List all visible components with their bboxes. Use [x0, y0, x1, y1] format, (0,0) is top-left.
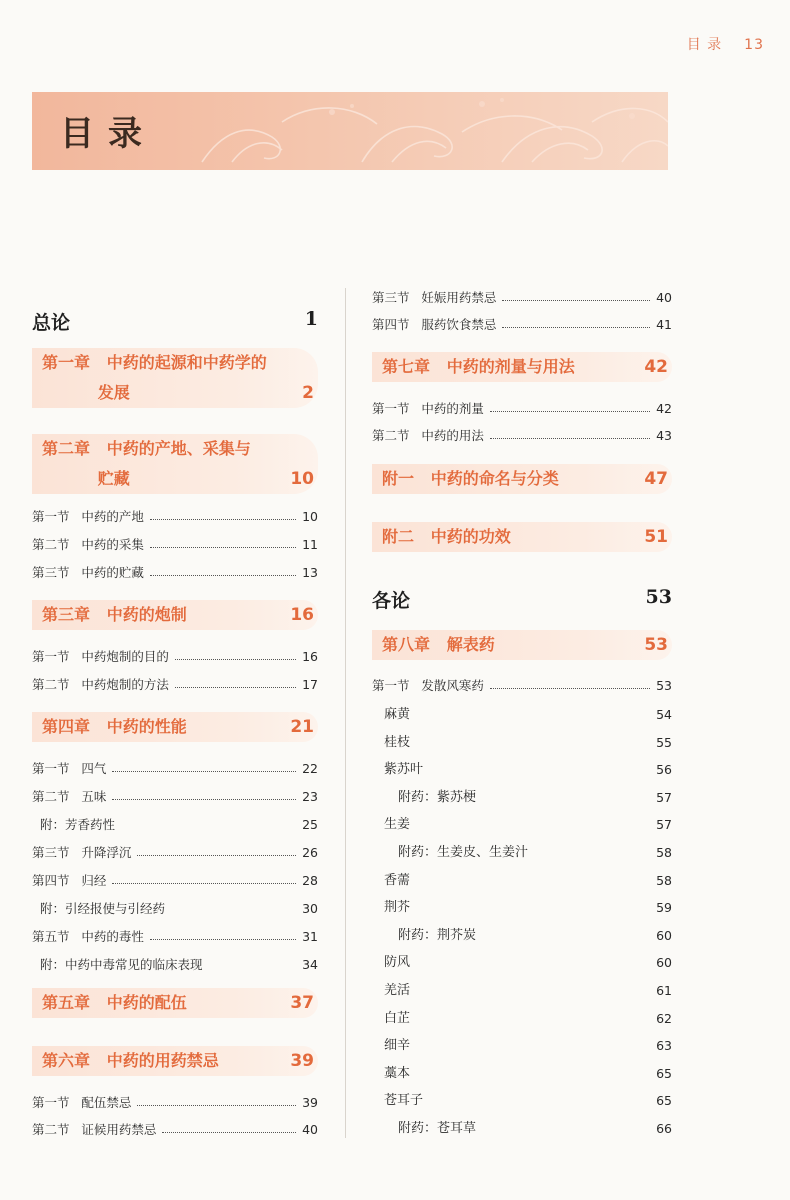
leader-dots [490, 411, 650, 412]
appendix-label: 附：芳香药性 [32, 817, 115, 832]
chapter-page: 37 [290, 993, 314, 1013]
herb-page: 54 [656, 707, 672, 722]
running-header [687, 34, 764, 54]
chapter-page: 47 [644, 469, 668, 489]
herb-label: 附药：苍耳草 [398, 1121, 477, 1136]
leader-dots [162, 1132, 296, 1133]
herb-entry[interactable] [372, 759, 672, 781]
leader-dots [112, 883, 296, 884]
section-entry[interactable] [32, 674, 318, 696]
appendix-label: 附：中药中毒常见的临床表现 [32, 957, 203, 972]
herb-label: 麻黄 [384, 707, 411, 722]
section-entry[interactable] [32, 506, 318, 528]
appendix-label: 附：引经报使与引经药 [32, 901, 165, 916]
chapter-4[interactable] [32, 712, 318, 742]
section-page: 26 [302, 845, 318, 860]
section-page: 22 [302, 761, 318, 776]
herb-page: 57 [656, 789, 672, 805]
section-entry[interactable] [372, 314, 672, 336]
section-page: 40 [302, 1122, 318, 1137]
appendix-entry[interactable] [32, 954, 318, 976]
leader-dots [137, 1105, 296, 1106]
column-divider [345, 288, 346, 1138]
chapter-page: 39 [290, 1051, 314, 1071]
section-label: 第四节 服药饮食禁忌 [372, 317, 497, 332]
section-page: 41 [656, 317, 672, 332]
section-entry[interactable] [32, 1092, 318, 1114]
chapter-page: 42 [644, 357, 668, 377]
chapter-8[interactable] [372, 630, 672, 660]
part-page: 53 [645, 586, 672, 608]
part-page: 1 [304, 308, 318, 330]
herb-page: 60 [656, 955, 672, 971]
herb-entry[interactable] [372, 1090, 672, 1112]
section-page: 42 [656, 401, 672, 416]
chapter-label: 第五章 中药的配伍 [42, 993, 187, 1012]
leader-dots [112, 799, 296, 800]
herb-label: 桂枝 [384, 734, 411, 750]
section-label: 第一节 中药的产地 [32, 509, 144, 524]
section-page: 28 [302, 873, 318, 888]
section-label: 第一节 四气 [32, 761, 107, 776]
leader-dots [137, 855, 296, 856]
section-page: 53 [656, 678, 672, 693]
appendix-page: 25 [302, 817, 318, 832]
appendix-entry[interactable] [32, 898, 318, 920]
section-entry[interactable] [372, 398, 672, 420]
chapter-label: 第四章 中药的性能 [42, 717, 187, 736]
appendix-page: 34 [302, 957, 318, 972]
section-label: 第二节 五味 [32, 789, 107, 804]
section-entry[interactable] [372, 675, 672, 697]
appendix-1[interactable] [372, 464, 672, 494]
herb-page: 59 [656, 900, 672, 916]
leader-dots [502, 300, 650, 301]
leader-dots [150, 575, 296, 576]
chapter-page: 2 [302, 383, 314, 403]
chapter-page: 10 [290, 469, 314, 489]
section-page: 23 [302, 789, 318, 804]
herb-page: 66 [656, 1121, 672, 1136]
chapter-label: 附二 中药的功效 [382, 527, 511, 546]
chapter-page: 53 [644, 635, 668, 655]
herb-page: 58 [656, 872, 672, 888]
appendix-herb-entry[interactable] [372, 787, 672, 809]
herb-page: 63 [656, 1038, 672, 1054]
section-page: 40 [656, 290, 672, 305]
herb-label: 附药：荆芥炭 [398, 927, 477, 943]
herb-entry[interactable] [372, 897, 672, 919]
herb-label: 紫苏叶 [384, 762, 424, 778]
appendix-page: 30 [302, 901, 318, 916]
leader-dots [175, 687, 296, 688]
chapter-page: 16 [290, 605, 314, 625]
section-label: 第二节 中药的用法 [372, 428, 484, 443]
chapter-page: 51 [644, 527, 668, 547]
section-page: 17 [302, 677, 318, 692]
herb-label: 附药：紫苏梗 [398, 789, 477, 805]
chapter-label: 第六章 中药的用药禁忌 [42, 1051, 219, 1070]
part-label: 各论 [372, 590, 411, 612]
section-page: 16 [302, 649, 318, 664]
herb-label: 羌活 [384, 983, 411, 998]
section-entry[interactable] [32, 562, 318, 584]
herb-entry[interactable] [372, 1063, 672, 1085]
herb-entry[interactable] [372, 870, 672, 892]
appendix-entry[interactable] [32, 814, 318, 836]
leader-dots [150, 939, 296, 940]
section-label: 第三节 中药的贮藏 [32, 565, 144, 580]
section-label: 第五节 中药的毒性 [32, 929, 144, 944]
section-entry[interactable] [372, 425, 672, 447]
herb-entry[interactable] [372, 1008, 672, 1030]
running-header-page: 13 [744, 37, 764, 53]
section-entry[interactable] [32, 646, 318, 668]
leader-dots [150, 519, 296, 520]
herb-entry[interactable] [372, 1035, 672, 1057]
herb-label: 白芷 [384, 1010, 411, 1026]
section-page: 11 [302, 537, 318, 552]
herb-page: 60 [656, 927, 672, 943]
chapter-label: 第一章 中药的起源和中药学的 发展 [42, 353, 267, 402]
leader-dots [490, 688, 650, 689]
chapter-label: 附一 中药的命名与分类 [382, 469, 559, 488]
chapter-page: 21 [290, 717, 314, 737]
section-entry[interactable] [32, 842, 318, 864]
chapter-label: 第七章 中药的剂量与用法 [382, 357, 575, 376]
section-entry[interactable] [32, 1119, 318, 1141]
part-heading[interactable] [372, 586, 672, 614]
chapter-2[interactable] [32, 434, 318, 494]
herb-entry[interactable] [372, 980, 672, 1002]
chapter-6[interactable] [32, 1046, 318, 1076]
title-banner [32, 92, 668, 170]
herb-entry[interactable] [372, 704, 672, 726]
section-label: 第二节 中药的采集 [32, 537, 144, 552]
section-entry[interactable] [32, 870, 318, 892]
appendix-herb-entry[interactable] [372, 842, 672, 864]
page-title: 目录 [60, 114, 156, 154]
herb-label: 细辛 [384, 1038, 411, 1054]
chapter-3[interactable] [32, 600, 318, 630]
part-label: 总论 [32, 312, 71, 334]
herb-label: 香薷 [384, 872, 411, 888]
section-label: 第一节 中药的剂量 [372, 401, 484, 416]
herb-label: 生姜 [384, 817, 411, 833]
chapter-label: 第三章 中药的炮制 [42, 605, 187, 624]
running-header-section: 目 录 [686, 37, 723, 53]
section-label: 第一节 配伍禁忌 [32, 1095, 132, 1110]
section-page: 10 [302, 509, 318, 524]
section-label: 第一节 中药炮制的目的 [32, 649, 169, 664]
section-entry[interactable] [32, 758, 318, 780]
herb-label: 藁本 [384, 1065, 411, 1081]
leader-dots [490, 438, 650, 439]
section-entry[interactable] [372, 287, 672, 309]
leader-dots [175, 659, 296, 660]
herb-label: 苍耳子 [384, 1093, 424, 1109]
chapter-label: 第二章 中药的产地、采集与 贮藏 [42, 439, 251, 488]
section-page: 13 [302, 565, 318, 580]
herb-entry[interactable] [372, 952, 672, 974]
appendix-herb-entry[interactable] [372, 925, 672, 947]
section-page: 39 [302, 1095, 318, 1110]
herb-page: 55 [656, 734, 672, 750]
herb-page: 61 [656, 983, 672, 998]
herb-page: 65 [656, 1093, 672, 1109]
section-label: 第四节 归经 [32, 873, 107, 888]
herb-page: 62 [656, 1010, 672, 1026]
herb-label: 荆芥 [384, 900, 411, 916]
section-entry[interactable] [32, 534, 318, 556]
section-entry[interactable] [32, 786, 318, 808]
section-label: 第二节 中药炮制的方法 [32, 677, 169, 692]
section-label: 第一节 发散风寒药 [372, 678, 484, 693]
chapter-label: 第八章 解表药 [382, 635, 495, 654]
section-label: 第三节 升降浮沉 [32, 845, 132, 860]
chapter-5[interactable] [32, 988, 318, 1018]
section-entry[interactable] [32, 926, 318, 948]
herb-page: 57 [656, 817, 672, 833]
section-label: 第二节 证候用药禁忌 [32, 1122, 157, 1137]
herb-page: 56 [656, 762, 672, 778]
herb-page: 65 [656, 1065, 672, 1081]
section-label: 第三节 妊娠用药禁忌 [372, 290, 497, 305]
appendix-2[interactable] [372, 522, 672, 552]
chapter-1[interactable] [32, 348, 318, 408]
part-heading[interactable] [32, 308, 318, 336]
appendix-herb-entry[interactable] [372, 1118, 672, 1140]
herb-label: 防风 [384, 955, 411, 971]
leader-dots [112, 771, 296, 772]
herb-entry[interactable] [372, 814, 672, 836]
section-page: 31 [302, 929, 318, 944]
herb-label: 附药：生姜皮、生姜汁 [398, 845, 529, 860]
leader-dots [502, 327, 650, 328]
herb-page: 58 [656, 845, 672, 860]
section-page: 43 [656, 428, 672, 443]
chapter-7[interactable] [372, 352, 672, 382]
leader-dots [150, 547, 296, 548]
herb-entry[interactable] [372, 732, 672, 754]
